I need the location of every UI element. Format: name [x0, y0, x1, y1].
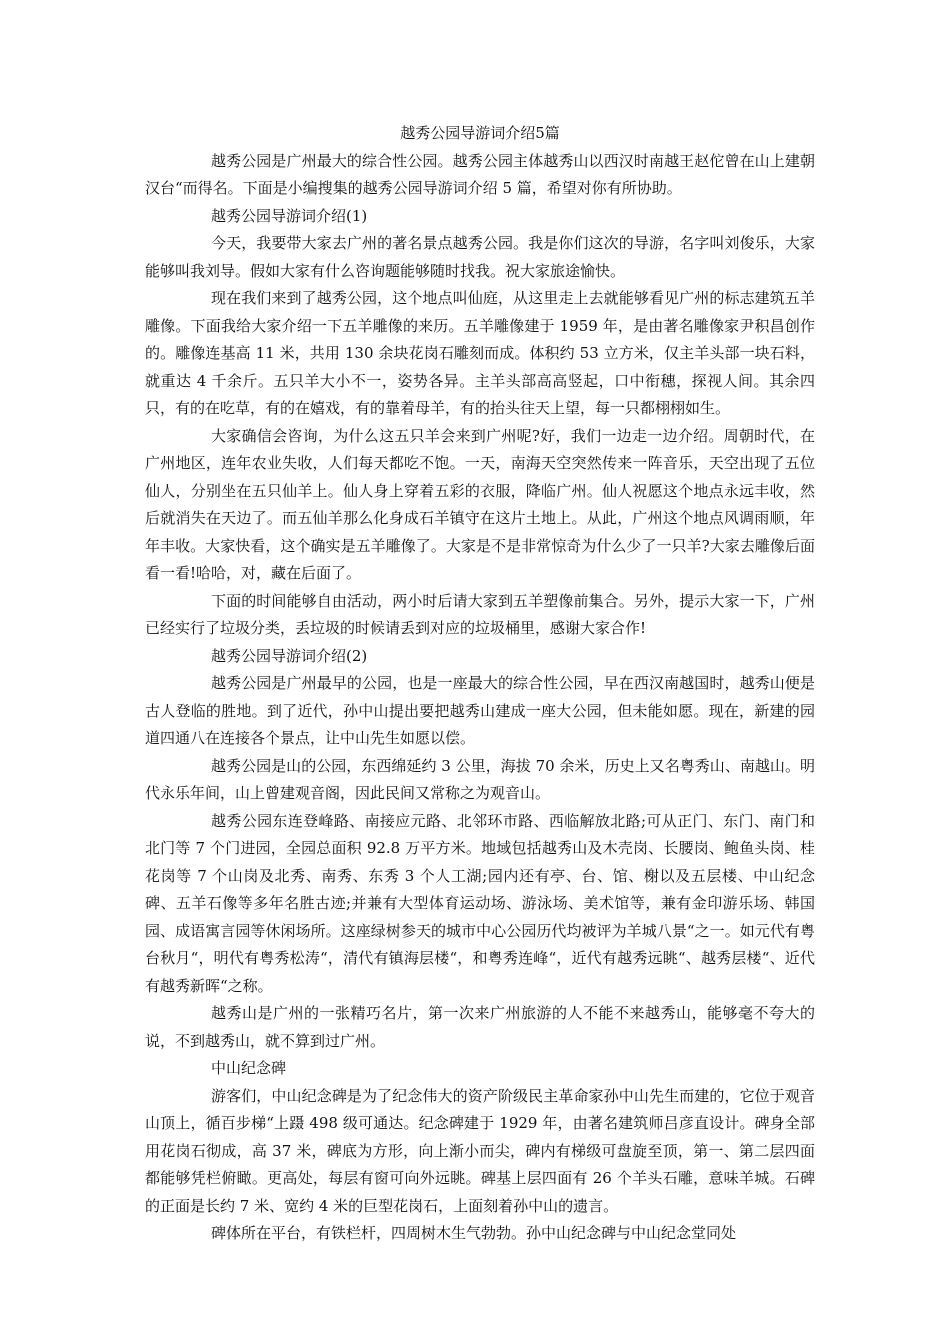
paragraph: 现在我们来到了越秀公园，这个地点叫仙庭，从这里走上去就能够看见广州的标志建筑五羊雕像。下面我给大家介绍一下五羊雕像的来历。五羊雕像建于 1959 年，是由著名雕像家尹积昌创作的。雕像连基高 11 米，共用 130 余块花岗石雕刻而成。体积约 53 立方米，仅主羊头部一块石料，就重达 4 千余斤。五只羊大小不一，姿势各异。主羊头部高高竖起，口中衔穗，探视人间。其余四只，有的在吃草，有的在嬉戏，有的靠着母羊，有的抬头往天上望，每一只都栩栩如生。: [145, 289, 815, 417]
section-heading-3: 中山纪念碑: [211, 1059, 287, 1077]
paragraph: 下面的时间能够自由活动，两小时后请大家到五羊塑像前集合。另外，提示大家一下，广州已经实行了垃圾分类，丢垃圾的时候请丢到对应的垃圾桶里，感谢大家合作!: [145, 591, 815, 637]
section-heading-2: 越秀公园导游词介绍(2): [211, 646, 368, 665]
section-heading-1: 越秀公园导游词介绍(1): [211, 206, 368, 225]
paragraph: 游客们，中山纪念碑是为了纪念伟大的资产阶级民主革命家孙中山先生而建的，它位于观音山顶上，循百步梯“上蹑 498 级可通达。纪念碑建于 1929 年，由著名建筑师吕彦直设计。碑身全部用花岗石彻成，高 37 米，碑底为方形，向上渐小而尖，碑内有梯级可盘旋至顶，第一、第二层四面都能够凭栏俯瞰。更高处，每层有窗可向外远眺。碑基上层四面有 26 个羊头石雕，意味羊城。石碑的正面是长约 7 米、宽约 4 米的巨型花岗石，上面刻着孙中山的遗言。: [145, 1086, 815, 1215]
paragraph: 越秀公园是山的公园，东西绵延约 3 公里，海拔 70 余米，历史上又名粤秀山、南越山。明代永乐年间，山上曾建观音阁，因此民间又常称之为观音山。: [145, 756, 815, 802]
intro-paragraph: 越秀公园是广州最大的综合性公园。越秀公园主体越秀山以西汉时南越王赵佗曾在山上建朝汉台“而得名。下面是小编搜集的越秀公园导游词介绍 5 篇，希望对你有所协助。: [145, 151, 815, 197]
paragraph: 越秀山是广州的一张精巧名片，第一次来广州旅游的人不能不来越秀山，能够毫不夸大的说，不到越秀山，就不算到过广州。: [145, 1004, 815, 1050]
document-title: 越秀公园导游词介绍5篇: [400, 124, 560, 142]
paragraph: 越秀公园是广州最早的公园，也是一座最大的综合性公园，早在西汉南越国时，越秀山便是古人登临的胜地。到了近代，孙中山提出要把越秀山建成一座大公园，但未能如愿。现在，新建的园道四通八在连接各个景点，让中山先生如愿以偿。: [145, 674, 815, 747]
paragraph: 今天，我要带大家去广州的著名景点越秀公园。我是你们这次的导游，名字叫刘俊乐，大家能够叫我刘导。假如大家有什么咨询题能够随时找我。祝大家旅途愉快。: [145, 234, 815, 280]
document-page: [145, 120, 815, 1248]
paragraph: 越秀公园东连登峰路、南接应元路、北邻环市路、西临解放北路;可从正门、东门、南门和北门等 7 个门进园，全园总面积 92.8 万平方米。地域包括越秀山及木壳岗、长腰岗、鲍鱼头岗、桂花岗等 7 个山岗及北秀、南秀、东秀 3 个人工湖;园内还有亭、台、馆、榭以及五层楼、中山纪念碑、五羊石像等多年名胜古迹;并兼有大型体育运动场、游泳场、美术馆等，兼有金印游乐场、韩国园、成语寓言园等休闲场所。这座绿树参天的城市中心公园历代均被评为羊城八景“之一。如元代有粤台秋月“，明代有粤秀松涛“，清代有镇海层楼“，和粤秀连峰“，近代有越秀远眺“、越秀层楼“、近代有越秀新晖“之称。: [145, 811, 815, 995]
paragraph: 大家确信会咨询，为什么这五只羊会来到广州呢?好，我们一边走一边介绍。周朝时代，在广州地区，连年农业失收，人们每天都吃不饱。一天，南海天空突然传来一阵音乐，天空出现了五位仙人，分别坐在五只仙羊上。仙人身上穿着五彩的衣服，降临广州。仙人祝愿这个地点永远丰收，然后就消失在天边了。而五仙羊那么化身成石羊镇守在这片土地上。从此，广州这个地点风调雨顺，年年丰收。大家快看，这个确实是五羊雕像了。大家是不是非常惊奇为什么少了一只羊?大家去雕像后面看一看!哈哈，对，藏在后面了。: [145, 426, 815, 582]
paragraph: 碑体所在平台，有铁栏杆，四周树木生气勃勃。孙中山纪念碑与中山纪念堂同处: [211, 1224, 737, 1242]
